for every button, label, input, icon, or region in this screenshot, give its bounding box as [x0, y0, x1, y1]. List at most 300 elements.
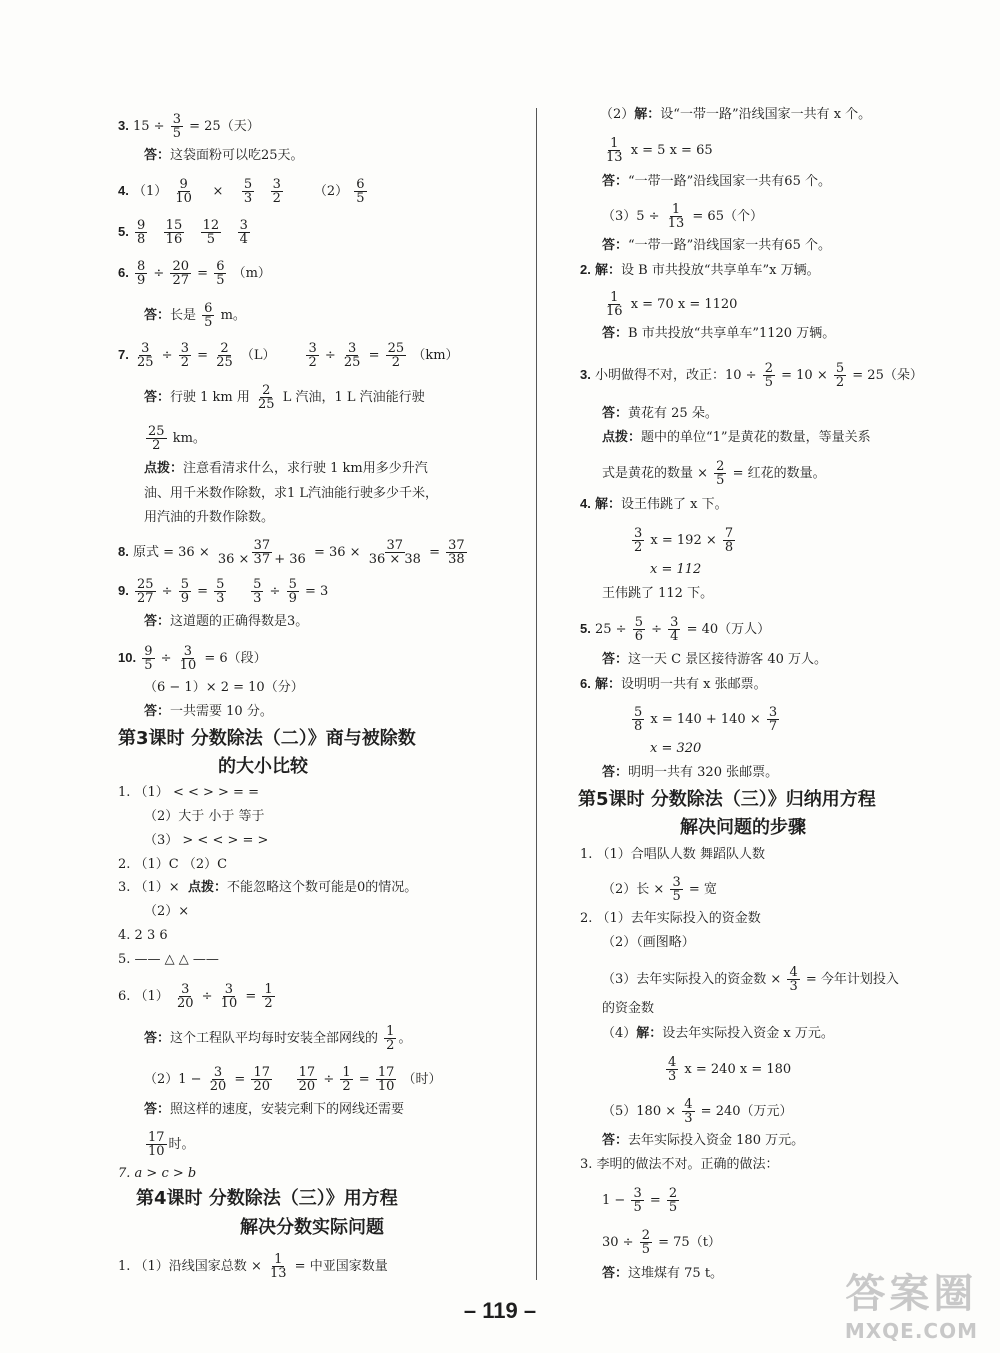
numerator: 2	[262, 383, 271, 398]
text: = 宽	[688, 882, 717, 897]
fraction	[179, 342, 191, 369]
numerator: 2	[764, 361, 773, 376]
numerator: 6	[356, 177, 365, 192]
answer-6	[144, 302, 246, 329]
numerator: 37	[253, 538, 271, 553]
fraction	[142, 645, 154, 672]
text: 6. （1）	[118, 989, 169, 1004]
fraction	[171, 113, 183, 140]
numerator: 6	[216, 259, 225, 274]
text: 6.	[580, 676, 591, 691]
denominator: 2	[634, 540, 643, 555]
denominator: 3	[789, 979, 798, 994]
denominator: 38	[448, 552, 465, 567]
r2-line	[580, 260, 820, 281]
denominator: 2	[272, 191, 281, 206]
numerator: 9	[179, 177, 188, 192]
text: =	[197, 348, 209, 363]
denominator: 5	[716, 473, 725, 488]
text: 5.	[118, 224, 129, 239]
fraction	[219, 983, 240, 1010]
numerator: 3	[181, 982, 190, 997]
text: 注意看清求什么，求行驶 1 km用多少升汽	[183, 461, 428, 476]
fraction	[670, 876, 682, 903]
s3-q4: 4. 2 3 6	[118, 928, 168, 943]
text: （6 − 1）× 2 = 10（分）	[144, 680, 304, 695]
numerator: 2	[716, 459, 725, 474]
r3-answer	[602, 404, 718, 424]
numerator: 17	[377, 1065, 395, 1080]
text: 设“一带一路”沿线国家一共有 x 个。	[660, 107, 872, 122]
numerator: 6	[204, 301, 213, 316]
fraction	[834, 362, 846, 389]
numerator: 9	[144, 644, 153, 659]
numerator: 3	[172, 112, 181, 127]
s5-q2a: 2. （1）去年实际投入的资金数	[580, 911, 761, 926]
text: （2）长 ×	[602, 882, 665, 897]
s5-q2c-line2: 的资金数	[602, 1001, 655, 1016]
text: 3.	[580, 367, 591, 382]
denominator: 5	[633, 1200, 642, 1215]
denominator: 2	[386, 1038, 395, 1053]
denominator: 2	[308, 355, 317, 370]
fraction	[666, 1056, 678, 1083]
text: 设王伟跳了 x 下。	[621, 497, 728, 512]
s3-q1a: 1. （1） < < > > = =	[118, 785, 259, 800]
fraction	[173, 178, 194, 205]
denominator: 3	[668, 1069, 677, 1084]
fraction	[216, 539, 308, 566]
fraction	[146, 425, 167, 452]
label: 答：	[144, 148, 171, 163]
denominator: 10	[148, 1144, 165, 1159]
fraction	[367, 539, 423, 566]
denominator: 10	[175, 191, 192, 206]
lesson-5-heading-line1: 第5课时 分数除法（三）》归纳用方程	[578, 789, 876, 810]
fraction	[340, 1066, 352, 1093]
watermark-logo	[845, 1262, 978, 1343]
fraction	[202, 302, 214, 329]
text: x = 192 ×	[650, 533, 717, 548]
denominator: 5	[672, 889, 681, 904]
numerator: 3	[348, 341, 357, 356]
fraction	[632, 527, 644, 554]
denominator: 5	[641, 1242, 650, 1257]
text: 小明做得不对，改正：10 ÷	[594, 368, 757, 383]
text: 10.	[118, 650, 137, 665]
text: = 75（t）	[658, 1235, 721, 1250]
text: = 25（天）	[189, 119, 260, 134]
numerator: 17	[253, 1065, 270, 1080]
question-5	[118, 219, 252, 246]
s5-q1a: 1. （1）合唱队人数 舞蹈队人数	[580, 847, 765, 862]
text: 一共需要 10 分。	[170, 704, 273, 719]
s5-q3a: 3. 李明的做法不对。正确的做法：	[580, 1157, 779, 1172]
text: 1. （1）沿线国家总数 ×	[118, 1259, 262, 1274]
text: （2）1 −	[144, 1072, 202, 1087]
text: （3）去年实际投入的资金数 ×	[602, 972, 782, 987]
r5-line: 5. 25 ÷ $\frac{5}{6}$ ÷ $\frac{3}{4}$ = 40（万人）	[580, 615, 771, 644]
text: 9.	[118, 583, 129, 598]
r3-tip1	[602, 428, 871, 448]
fraction	[714, 460, 726, 487]
denominator: 2	[835, 375, 845, 390]
label: 解：	[594, 497, 621, 512]
r6-answer	[602, 763, 778, 783]
r6-line	[580, 674, 767, 695]
question-8	[118, 539, 469, 566]
text: 这个工程队平均每时安装全部网线的	[170, 1031, 379, 1046]
fraction	[767, 706, 779, 733]
denominator: 20	[298, 1079, 316, 1094]
r3-tip2	[602, 460, 826, 487]
text: =	[197, 266, 209, 281]
numerator: 5	[180, 577, 189, 592]
fraction	[179, 578, 191, 605]
numerator: 5	[253, 577, 262, 592]
numerator: 1	[264, 982, 273, 997]
text: 明明一共有 320 张邮票。	[628, 765, 779, 780]
numerator: 1	[386, 1024, 395, 1039]
question-4	[118, 178, 369, 205]
fraction	[256, 384, 277, 411]
text: （m）	[232, 266, 271, 281]
watermark-text: 答案圈	[845, 1271, 978, 1317]
text: = 36 ×	[313, 545, 361, 560]
numerator: 1	[274, 1252, 283, 1267]
fraction	[268, 1253, 289, 1280]
r2-equation	[602, 291, 737, 318]
fraction	[342, 342, 363, 369]
fraction	[242, 178, 254, 205]
s3-q3a	[118, 878, 417, 898]
denominator: 9	[288, 591, 297, 606]
text: B 市共投放“共享单车”1120 万辆。	[628, 326, 836, 341]
text: 这袋面粉可以吃25天。	[170, 148, 304, 163]
r4-equation	[630, 527, 737, 554]
fraction	[175, 983, 196, 1010]
r3-line	[580, 362, 923, 389]
text: 15 ÷	[132, 119, 165, 134]
text: （1）	[132, 184, 168, 199]
text: （km）	[412, 348, 459, 363]
numerator: 3	[308, 341, 317, 356]
numerator: 8	[136, 259, 146, 274]
denominator: 8	[724, 540, 734, 555]
watermark-url: MXQE.COM	[844, 1319, 978, 1343]
answer-10	[144, 702, 273, 722]
question-3	[118, 113, 260, 140]
numerator: 3	[672, 875, 681, 890]
label: 答：	[144, 704, 171, 719]
numerator: 37	[386, 538, 404, 553]
s3-q6b-answer-line2	[144, 1131, 195, 1158]
lesson-5-heading-line2: 解决问题的步骤	[680, 817, 806, 838]
lesson-3-heading-line1: 第3课时 分数除法（二）》商与被除数	[118, 728, 416, 749]
denominator: 25	[258, 397, 275, 412]
denominator: 27	[136, 591, 154, 606]
numerator: 12	[202, 218, 220, 233]
s3-q1b: （2）大于 小于 等于	[144, 809, 265, 824]
text: x = 70 x = 1120	[630, 297, 738, 312]
s3-q2: 2. （1）C （2）C	[118, 857, 228, 872]
text: 3.	[118, 118, 129, 133]
denominator: 10	[220, 996, 238, 1011]
denominator: 5	[668, 1200, 678, 1215]
r2-answer	[602, 324, 835, 344]
label: 答：	[144, 614, 171, 629]
page-number: – 119 –	[463, 1298, 537, 1323]
numerator: 25	[387, 341, 405, 356]
numerator: 1	[610, 136, 619, 151]
s3-q6b: （2）1 − $\frac{3}{20}$ = $\frac{17}{20}$ $\frac{17}{20}$ ÷ $\frac{1}{2}$ = $\frac{17}{10}$ （时）	[144, 1065, 442, 1094]
numerator: 3	[633, 1186, 642, 1201]
text: ÷	[161, 348, 173, 363]
label: 答：	[602, 174, 629, 189]
numerator: 5	[634, 615, 643, 630]
denominator: 10	[377, 1079, 395, 1094]
numerator: 25	[148, 424, 165, 439]
text: = 红花的数量。	[732, 466, 826, 481]
numerator: 37	[448, 538, 465, 553]
denominator: 16	[606, 304, 623, 319]
numerator: 4	[668, 1055, 677, 1070]
s5-q2c	[602, 966, 899, 993]
fraction	[178, 645, 199, 672]
denominator: 20	[253, 1079, 270, 1094]
denominator: 13	[667, 216, 685, 231]
denominator: 13	[269, 1266, 287, 1281]
numerator: 15	[165, 218, 183, 233]
fraction	[446, 539, 467, 566]
denominator: 3	[684, 1111, 693, 1126]
label: 答：	[144, 1031, 171, 1046]
label: 答：	[602, 1266, 629, 1281]
text: 5.	[580, 621, 591, 636]
denominator: 5	[216, 273, 225, 288]
numerator: 1	[671, 202, 681, 217]
numerator: 17	[148, 1130, 165, 1145]
fraction	[632, 706, 644, 733]
numerator: 7	[724, 526, 734, 541]
fraction	[640, 1229, 652, 1256]
text: 4.	[580, 496, 591, 511]
text: 这一天 C 景区接待游客 40 万人。	[628, 652, 828, 667]
text: x = 240 x = 180	[684, 1062, 792, 1077]
denominator: 3	[253, 591, 262, 606]
denominator: 4	[239, 232, 248, 247]
text: = 今年计划投入	[805, 972, 899, 987]
denominator: 5	[144, 658, 153, 673]
s5-q2-answer	[602, 1131, 804, 1151]
denominator: 25	[343, 355, 361, 370]
r4-x: x = 112	[650, 562, 702, 577]
denominator: 2	[152, 438, 161, 453]
r6-equation	[630, 706, 781, 733]
text: 不能忽略这个数可能是0的情况。	[226, 880, 418, 895]
tip-7-line3	[144, 508, 274, 528]
denominator: 25	[216, 355, 233, 370]
text: （5）180 ×	[602, 1104, 677, 1119]
r4-answer: 王伟跳了 112 下。	[602, 586, 714, 601]
fraction	[633, 616, 645, 643]
fraction	[604, 137, 625, 164]
fraction	[787, 966, 799, 993]
denominator: 13	[606, 150, 623, 165]
numerator: 3	[183, 644, 193, 659]
lesson-3-heading-line2: 的大小比较	[218, 756, 308, 777]
label: 答：	[144, 308, 171, 323]
numerator: 4	[789, 965, 798, 980]
text: （时）	[402, 1072, 442, 1087]
text: m。	[220, 308, 246, 323]
text: 题中的单位“1”是黄花的数量，等量关系	[641, 430, 871, 445]
text: （2）	[313, 184, 349, 199]
text: 6.	[118, 265, 129, 280]
fraction	[135, 578, 156, 605]
text: 原式 = 36 ×	[132, 545, 210, 560]
fraction	[604, 291, 625, 318]
text: 这堆煤有 75 t。	[628, 1266, 724, 1281]
text: = 中亚国家数量	[294, 1259, 388, 1274]
fraction	[146, 1131, 167, 1158]
fraction	[667, 1187, 679, 1214]
text: ×	[212, 184, 224, 199]
text: = 3	[304, 584, 329, 599]
answer-7-line2	[144, 425, 206, 452]
fraction	[251, 578, 263, 605]
text: 30 ÷	[602, 1235, 634, 1250]
numerator: 3	[141, 341, 150, 356]
tip-7-line2	[144, 484, 438, 504]
numerator: 3	[670, 615, 679, 630]
s3-q1c: （3） > < < > = >	[144, 833, 269, 848]
denominator: 8	[634, 719, 643, 734]
text: 照这样的速度，安装完剩下的网线还需要	[170, 1102, 405, 1117]
text: 这道题的正确得数是3。	[170, 614, 309, 629]
fraction	[135, 260, 147, 287]
numerator: 17	[298, 1065, 316, 1080]
denominator: 9	[136, 273, 146, 288]
label: 答：	[602, 406, 629, 421]
label: 答：	[602, 765, 629, 780]
label: 点拨：	[602, 430, 642, 445]
question-10-step2	[144, 678, 304, 698]
text: =	[429, 545, 440, 560]
numerator: 25	[136, 577, 154, 592]
text: = 6（段）	[204, 651, 267, 666]
s5-q1b	[602, 876, 717, 903]
text: （3）5 ÷	[602, 209, 660, 224]
denominator: 5	[204, 315, 213, 330]
fraction	[135, 219, 147, 246]
numerator: 9	[136, 218, 146, 233]
answer-9	[144, 612, 308, 632]
numerator: 4	[684, 1097, 693, 1112]
label: 解：	[634, 107, 661, 122]
denominator: 20	[209, 1079, 227, 1094]
s4-q1	[118, 1253, 388, 1280]
fraction	[376, 1066, 397, 1093]
fraction	[386, 342, 407, 369]
fraction	[354, 178, 366, 205]
text: ÷	[153, 266, 165, 281]
numerator: 2	[641, 1228, 650, 1243]
text: 去年实际投入资金 180 万元。	[628, 1133, 805, 1148]
text: = 10 ×	[781, 368, 828, 383]
s5-q2d-equation	[664, 1056, 791, 1083]
denominator: 2	[180, 355, 189, 370]
text: （2）	[600, 107, 635, 122]
s3-q6a: 6. （1） $\frac{3}{20}$ ÷ $\frac{3}{10}$ = $\frac{1}{2}$	[118, 982, 273, 1011]
r1-equation	[602, 137, 713, 164]
numerator: 2	[220, 341, 229, 356]
fraction	[723, 527, 735, 554]
s5-q2d	[602, 1024, 834, 1044]
s5-q3-answer	[602, 1264, 723, 1284]
label: 答：	[144, 390, 171, 405]
text: 用汽油的升数作除数。	[144, 510, 275, 525]
question-7: 7. $\frac{3}{25}$ ÷ $\frac{3}{2}$ = $\frac{2}{25}$ （L） $\frac{3}{2}$ ÷ $\frac{3}{25}$ = $\frac{25}{2}$ （km）	[118, 341, 459, 370]
numerator: 3	[180, 341, 189, 356]
text: 2.	[580, 262, 591, 277]
text: （L）	[240, 348, 276, 363]
s5-q3b: 1 − $\frac{3}{5}$ = $\frac{2}{5}$	[602, 1186, 678, 1215]
label: 解：	[594, 677, 621, 692]
r1-line	[600, 105, 871, 125]
s3-q3b: （2）×	[144, 904, 190, 919]
denominator: 3	[216, 591, 225, 606]
text: 时。	[168, 1137, 195, 1152]
denominator: 36 × 37 + 36	[217, 552, 306, 567]
lesson-4-heading-line1: 第4课时 分数除法（三）》用方程	[136, 1188, 398, 1209]
numerator: 3	[213, 1065, 223, 1080]
s3-q6b-answer-line1	[144, 1100, 404, 1120]
lesson-4-heading-line2: 解决分数实际问题	[240, 1217, 384, 1238]
numerator: 3	[768, 705, 778, 720]
numerator: 1	[342, 1065, 351, 1080]
fraction	[306, 342, 318, 369]
s3-q7: 7. a > c > b	[118, 1166, 197, 1181]
fraction	[135, 342, 156, 369]
question-9: 9. $\frac{25}{27}$ ÷ $\frac{5}{9}$ = $\frac{5}{3}$ $\frac{5}{3}$ ÷ $\frac{5}{9}$ = 3	[118, 577, 329, 606]
numerator: 5	[288, 577, 297, 592]
text: 长是	[170, 308, 197, 323]
label: 答：	[602, 238, 629, 253]
fraction	[251, 1066, 272, 1093]
r5-answer	[602, 650, 827, 670]
fraction	[208, 1066, 229, 1093]
text: 黄花有 25 朵。	[628, 406, 718, 421]
text: = 65（个）	[692, 209, 763, 224]
denominator: 25	[136, 355, 154, 370]
fraction	[297, 1066, 318, 1093]
text: “一带一路”沿线国家一共有65 个。	[628, 238, 831, 253]
fraction	[763, 362, 775, 389]
denominator: 5	[356, 191, 365, 206]
fraction	[682, 1098, 694, 1125]
label: 解：	[636, 1026, 663, 1041]
label: 答：	[144, 1102, 171, 1117]
fraction	[214, 342, 235, 369]
s5-q2b: （2）（画图略）	[602, 935, 695, 950]
s3-q6a-answer	[144, 1025, 411, 1052]
s3-q5: 5. —— △ △ ——	[118, 952, 219, 967]
fraction	[287, 578, 299, 605]
numerator: 5	[835, 361, 845, 376]
text: km。	[172, 431, 206, 446]
fraction	[384, 1025, 396, 1052]
